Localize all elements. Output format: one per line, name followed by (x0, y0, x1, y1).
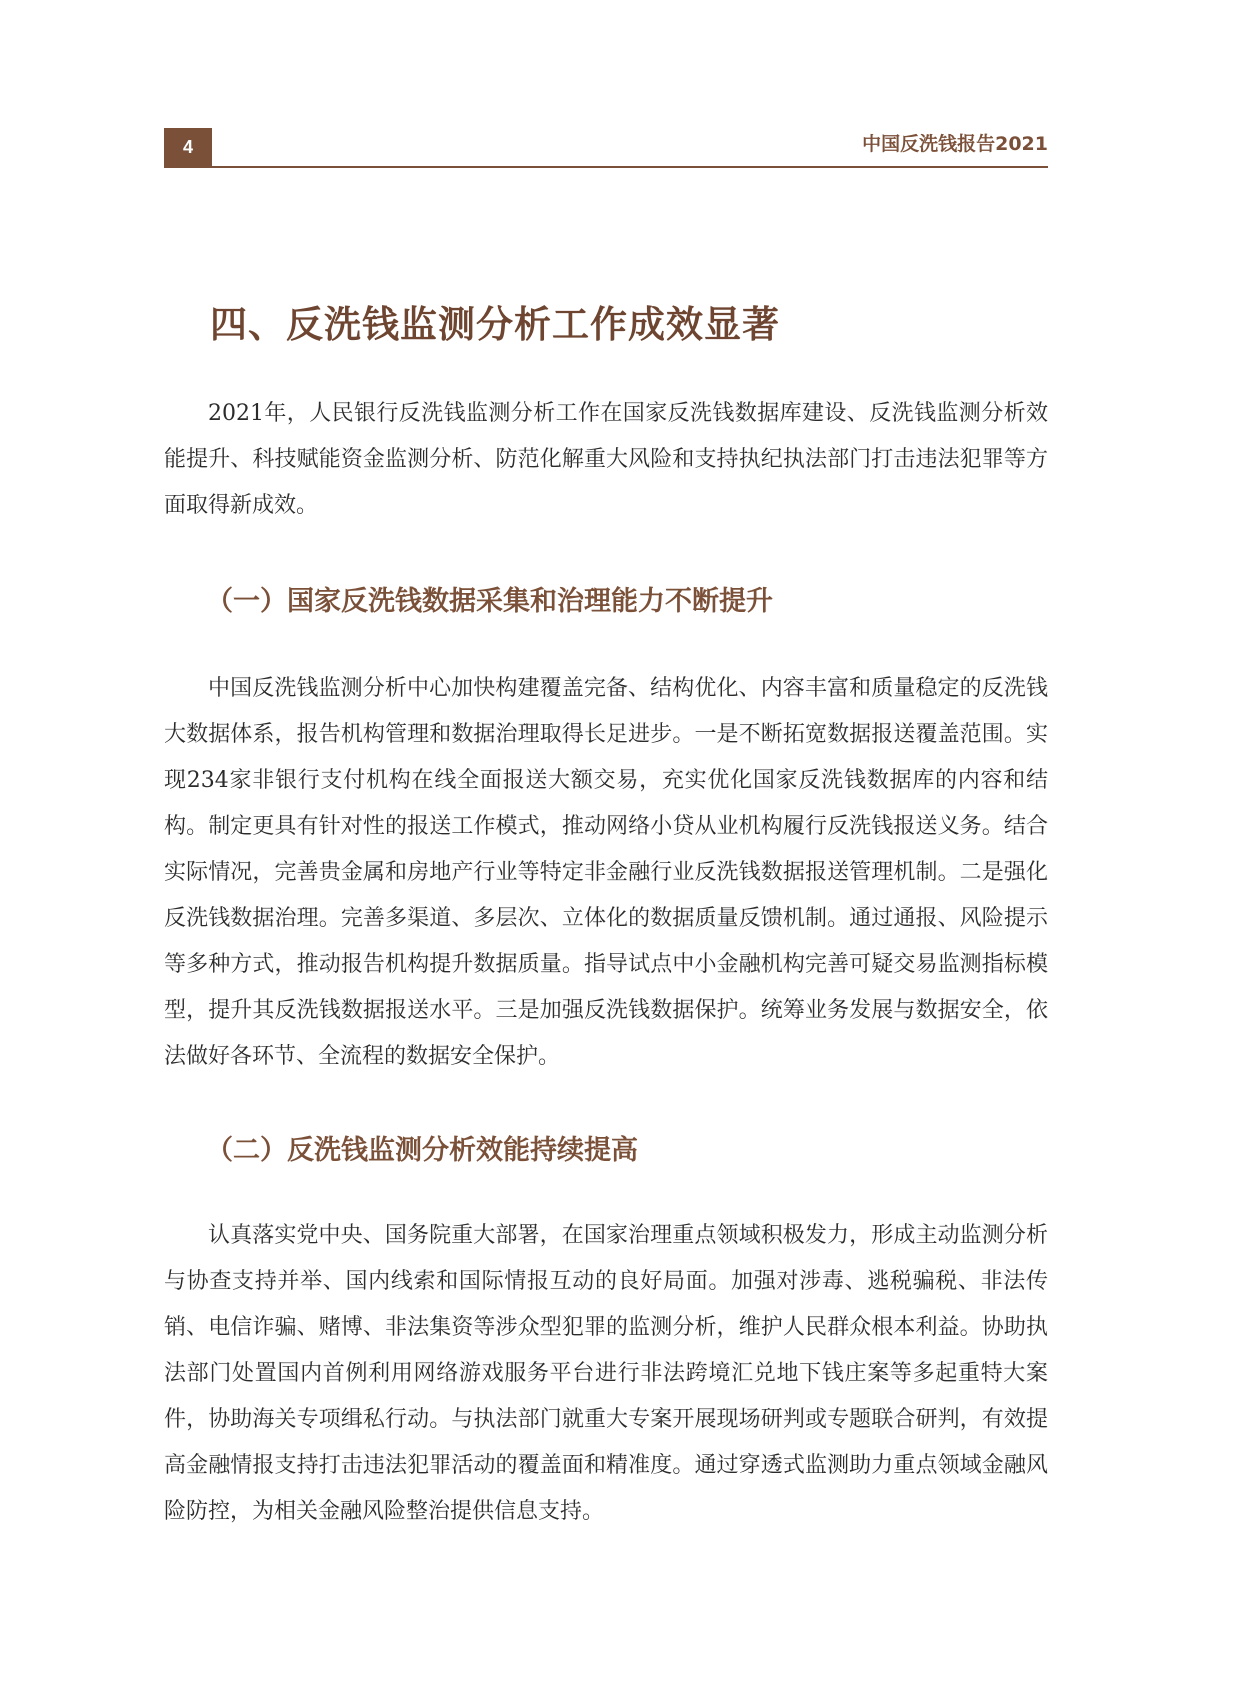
section-2-heading: （二）反洗钱监测分析效能持续提高 (206, 1135, 638, 1166)
section-1-body: 中国反洗钱监测分析中心加快构建覆盖完备、结构优化、内容丰富和质量稳定的反洗钱大数据体系，报告机构管理和数据治理取得长足进步。一是不断拓宽数据报送覆盖范围。实现234家非银行支付机构在线全面报送大额交易，充实优化国家反洗钱数据库的内容和结构。制定更具有针对性的报送工作模式，推动网络小贷从业机构履行反洗钱报送义务。结合实际情况，完善贵金属和房地产行业等特定非金融行业反洗钱数据报送管理机制。二是强化反洗钱数据治理。完善多渠道、多层次、立体化的数据质量反馈机制。通过通报、风险提示等多种方式，推动报告机构提升数据质量。指导试点中小金融机构完善可疑交易监测指标模型，提升其反洗钱数据报送水平。三是加强反洗钱数据保护。统筹业务发展与数据安全，依法做好各环节、全流程的数据安全保护。 (164, 676, 1048, 1069)
page-header (164, 128, 1048, 168)
chapter-heading: 四、反洗钱监测分析工作成效显著 (210, 302, 780, 346)
page-number: 4 (164, 128, 212, 166)
section-2-body: 认真落实党中央、国务院重大部署，在国家治理重点领域积极发力，形成主动监测分析与协查支持并举、国内线索和国际情报互动的良好局面。加强对涉毒、逃税骗税、非法传销、电信诈骗、赌博、非法集资等涉众型犯罪的监测分析，维护人民群众根本利益。协助执法部门处置国内首例利用网络游戏服务平台进行非法跨境汇兑地下钱庄案等多起重特大案件，协助海关专项缉私行动。与执法部门就重大专案开展现场研判或专题联合研判，有效提高金融情报支持打击违法犯罪活动的覆盖面和精准度。通过穿透式监测助力重点领域金融风险防控，为相关金融风险整治提供信息支持。 (164, 1223, 1048, 1524)
running-title: 中国反洗钱报告2021 (862, 133, 1048, 155)
section-1-heading: （一）国家反洗钱数据采集和治理能力不断提升 (206, 586, 773, 617)
intro-paragraph: 2021年，人民银行反洗钱监测分析工作在国家反洗钱数据库建设、反洗钱监测分析效能提升、科技赋能资金监测分析、防范化解重大风险和支持执纪执法部门打击违法犯罪等方面取得新成效。 (164, 401, 1048, 518)
